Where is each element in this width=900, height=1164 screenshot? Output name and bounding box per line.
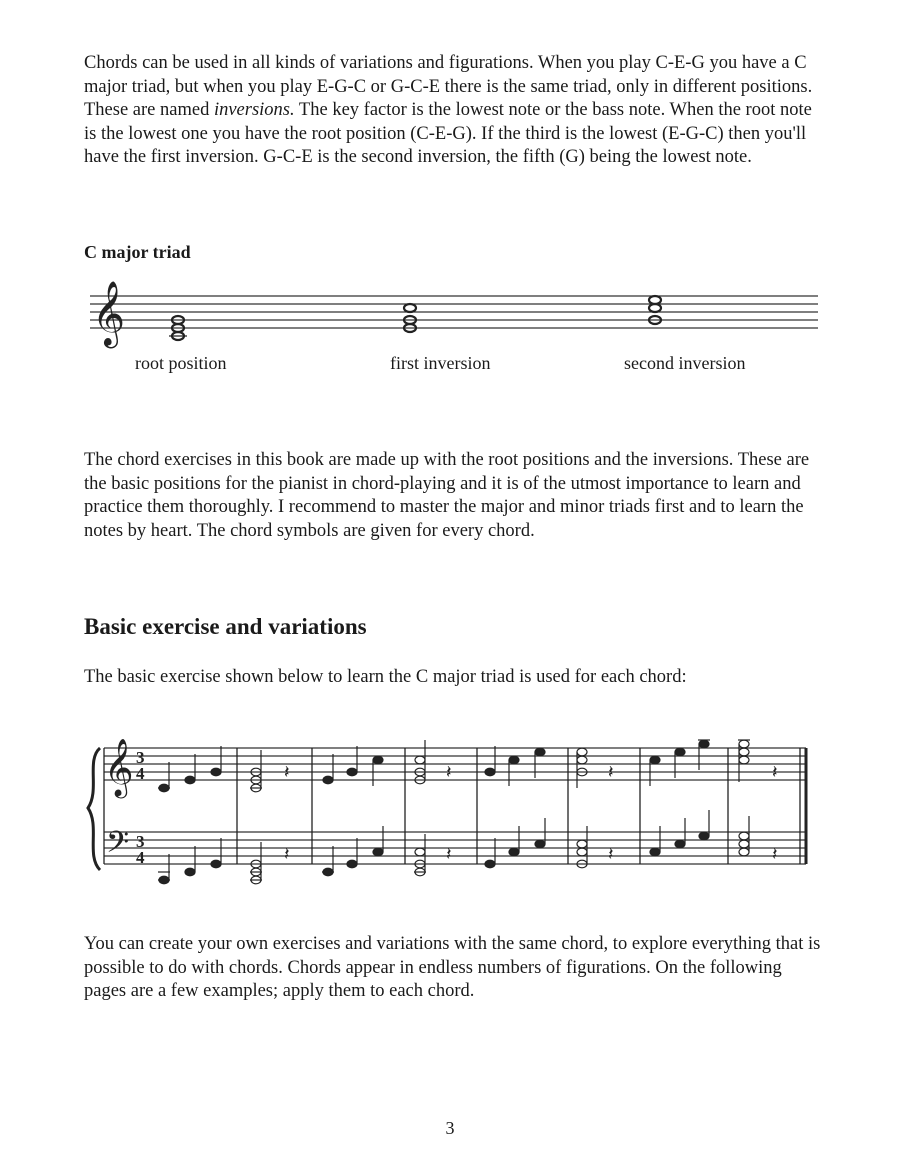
brace-icon	[88, 748, 100, 870]
bass-time-bottom: 4	[136, 848, 145, 867]
triad-staff	[0, 270, 900, 350]
page-number: 3	[445, 1118, 455, 1138]
inversions-term: inversions.	[213, 100, 295, 121]
bass-time-top: 3	[136, 832, 145, 851]
basic-exercise-intro: The basic exercise shown below to learn the C major triad is used for each chord:	[84, 667, 687, 687]
grand-staff	[0, 730, 900, 890]
bass-clef-icon: 𝄢	[106, 826, 130, 867]
svg-text:𝄽: 𝄽	[772, 762, 778, 782]
svg-text:𝄽: 𝄽	[446, 844, 452, 864]
svg-text:𝄽: 𝄽	[284, 844, 290, 864]
create-paragraph: You can create your own exercises and variations with the same chord, to explore everything that is possible to do with chords. Chords appear in endless numbers of figurations. On the following pages are a few examples; apply them to each chord.	[84, 934, 821, 1002]
svg-text:𝄽: 𝄽	[772, 844, 778, 864]
caption-second-inversion: second inversion	[624, 353, 746, 373]
exercises-paragraph: The chord exercises in this book are made up with the root positions and the inversions. These are the basic positions for the pianist in chord-playing and it is of the utmost importance to learn and practice them thoroughly. I recommend to master the major and minor triads first and to learn the notes by heart. The chord symbols are given for every chord.	[84, 450, 810, 541]
intro-text-end: The key factor is the lowest note or the bass note. When the root note is the lowest one you have the root position (C-E-G). If the third is the lowest (E-G-C) then you'll have the first inversion. G-C-E is the second inversion, the fifth (G) being the lowest note.	[84, 100, 812, 168]
section-title: Basic exercise and variations	[84, 614, 367, 639]
svg-text:𝄽: 𝄽	[608, 762, 614, 782]
staff-lines	[90, 296, 818, 328]
caption-first-inversion: first inversion	[390, 353, 491, 373]
intro-text-start: Chords can be used in all kinds of variations and figurations. When you play C-E-G you have a C major triad, but when you play E-G-C or G-C-E there is the same triad, only in different positions. These are named	[84, 53, 813, 121]
barlines	[104, 748, 806, 864]
triad-heading: C major triad	[84, 242, 191, 262]
svg-text:𝄽: 𝄽	[284, 762, 290, 782]
treble-time-bottom: 4	[136, 764, 145, 783]
treble-staff-lines	[104, 748, 806, 780]
caption-root-position: root position	[135, 353, 227, 373]
svg-text:𝄽: 𝄽	[446, 762, 452, 782]
treble-clef-icon: 𝄞	[92, 281, 126, 346]
treble-time-top: 3	[136, 748, 145, 767]
treble-clef-icon: 𝄞	[104, 738, 134, 796]
bass-notes	[158, 810, 778, 884]
svg-text:𝄽: 𝄽	[608, 844, 614, 864]
intro-paragraph	[84, 52, 824, 170]
